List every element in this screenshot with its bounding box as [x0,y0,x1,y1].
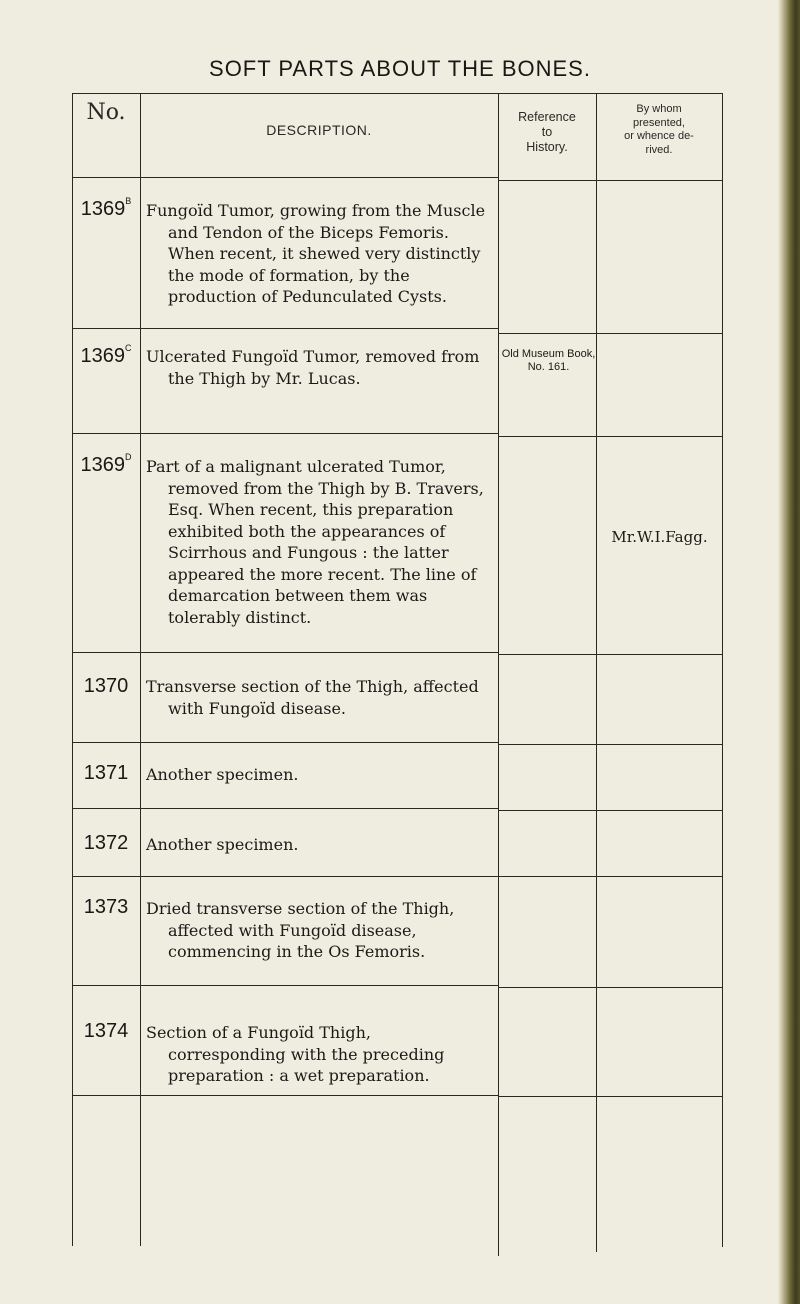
entry-number: 1372 [83,832,129,854]
column-rule [498,953,499,1256]
row-rule [72,876,498,877]
entry-presenter: Mr.W.I.Fagg. [611,528,708,546]
entry-number: $1369^C$ [80,343,132,367]
row-rule [498,654,722,655]
entry-number: $1369^D$ [80,452,132,476]
header-number: No. [86,100,126,125]
column-rule [140,93,141,946]
column-rule [722,93,723,943]
row-rule [72,808,498,809]
header-rule [72,177,498,178]
row-rule [72,985,498,986]
row-rule [498,1096,722,1097]
entry-number: 1374 [83,1020,129,1042]
row-rule [72,652,498,653]
entry-number: 1370 [83,675,129,697]
row-rule [72,742,498,743]
row-rule [498,810,722,811]
row-rule [72,433,498,434]
entry-description: Part of a malignant ulcerated Tumor, removed from the Thigh by B. Travers, Esq. When recent, this preparation exhibited both the appearances of Scirrhous and Fungous : the latter appeared the more recent. The line of demarcation between them was tolerably distinct. [146,457,484,627]
column-rule [596,948,597,1252]
entry-description: Transverse section of the Thigh, affected with Fungoïd disease. [146,677,479,718]
table-top-rule [72,93,722,94]
header-presenter: By whom presented, or whence de- rived. [624,103,694,156]
entry-description: Another specimen. [146,765,299,784]
column-rule [596,93,597,948]
row-rule [498,876,722,877]
entry-reference: Old Museum Book, No. 161. [501,348,596,373]
column-rule [72,946,73,1246]
row-rule [498,333,722,334]
entry-description: Fungoïd Tumor, growing from the Muscle and Tendon of the Biceps Femoris. When recent, it shewed very distinctly the mode of formation, by the production of Pedunculated Cysts. [146,201,486,306]
page-title: SOFT PARTS ABOUT THE BONES. [209,56,591,81]
header-rule [498,180,722,181]
entry-description: Section of a Fungoïd Thigh, corresponding with the preceding preparation : a wet preparation. [146,1023,445,1085]
entry-number: $1369^B$ [80,196,132,220]
column-rule [140,946,141,1246]
row-rule [498,436,722,437]
entry-description: Another specimen. [146,835,299,854]
row-rule [498,987,722,988]
row-rule [72,1095,498,1096]
column-rule [498,93,499,953]
row-rule [72,328,498,329]
entry-description: Ulcerated Fungoïd Tumor, removed from the Thigh by Mr. Lucas. [146,347,480,388]
entry-description: Dried transverse section of the Thigh, affected with Fungoïd disease, commencing in the Os Femoris. [146,899,455,961]
header-description: DESCRIPTION. [266,122,372,138]
column-rule [722,943,723,1247]
entry-number: 1371 [83,762,129,784]
row-rule [498,744,722,745]
entry-number: 1373 [83,896,129,918]
header-reference: Reference to History. [518,110,576,154]
